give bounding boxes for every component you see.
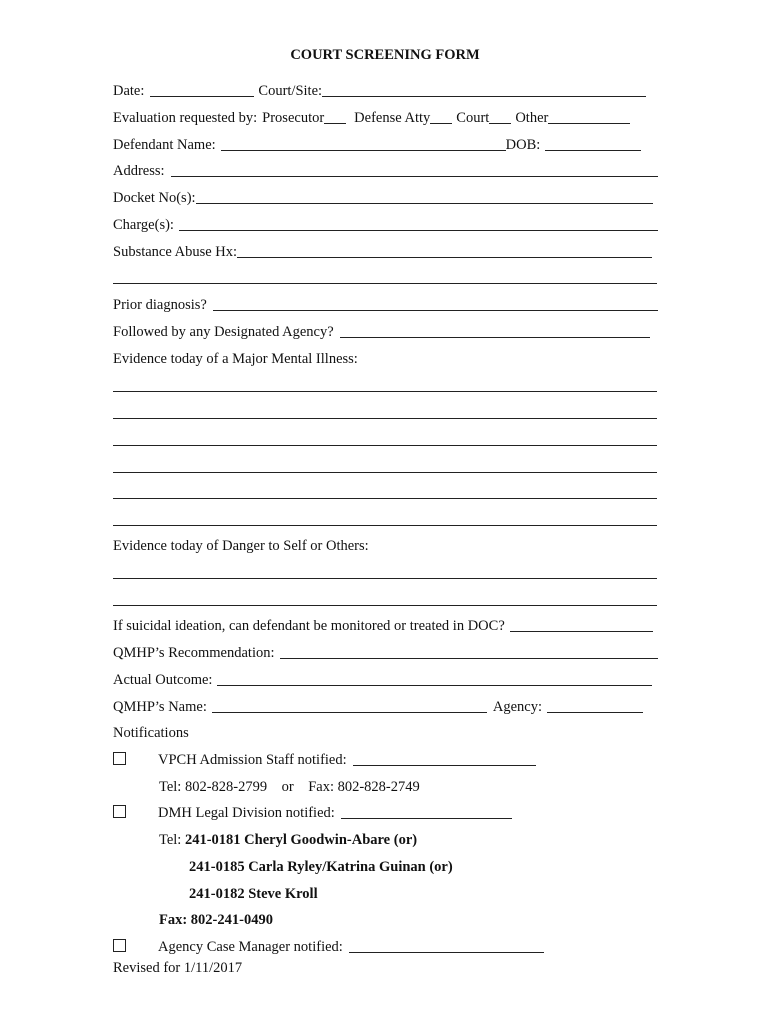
suicidal-ideation-field[interactable] [510, 616, 653, 632]
agency-cm-notified-label: Agency Case Manager notified: [158, 939, 343, 955]
dmh-fax-row [159, 909, 704, 929]
dmh-tel-2: 241-0185 Carla Ryley/Katrina Guinan (or) [189, 859, 453, 875]
danger-row [113, 535, 658, 555]
agency-cm-notified-row [113, 936, 658, 956]
agency-field[interactable] [547, 697, 643, 713]
agency-cm-checkbox[interactable] [113, 939, 126, 952]
substance-abuse-label: Substance Abuse Hx: [113, 244, 238, 260]
designated-agency-row [113, 321, 658, 341]
actual-outcome-label: Actual Outcome: [113, 672, 213, 688]
eval-requested-label: Evaluation requested by: [113, 110, 258, 126]
vpch-checkbox[interactable] [113, 752, 126, 765]
dmh-notified-row [113, 802, 658, 822]
dmh-checkbox[interactable] [113, 805, 126, 818]
agency-cm-notified-field[interactable] [349, 937, 544, 953]
court-site-field[interactable] [322, 81, 646, 97]
dmh-notified-label: DMH Legal Division notified: [158, 805, 335, 821]
defense-atty-label: Defense Atty [354, 110, 431, 126]
address-label: Address: [113, 163, 165, 179]
mental-illness-label: Evidence today of a Major Mental Illness: [113, 351, 358, 367]
other-option-label: Other [515, 110, 549, 126]
dmh-tel-prefix: Tel: [159, 832, 185, 848]
qmhp-name-row [113, 696, 658, 716]
footer-row [113, 957, 658, 977]
danger-line-2[interactable] [113, 605, 657, 606]
notifications-heading-row [113, 722, 658, 742]
mental-illness-line-2[interactable] [113, 418, 657, 419]
dob-label: DOB: [505, 137, 541, 153]
dob-field[interactable] [545, 135, 641, 151]
mental-illness-line-5[interactable] [113, 498, 657, 499]
mental-illness-line-1[interactable] [113, 391, 657, 392]
substance-abuse-continuation-line[interactable] [113, 283, 657, 284]
mental-illness-line-6[interactable] [113, 525, 657, 526]
substance-abuse-field[interactable] [237, 242, 652, 258]
court-site-label: Court/Site: [258, 83, 323, 99]
docket-field[interactable] [196, 188, 653, 204]
defense-atty-field[interactable] [430, 108, 452, 124]
qmhp-recommendation-field[interactable] [280, 643, 658, 659]
date-court-row [113, 80, 658, 100]
dmh-tel-1: 241-0181 Cheryl Goodwin-Abare (or) [184, 832, 418, 848]
charges-row [113, 214, 658, 234]
mental-illness-row [113, 348, 658, 368]
prosecutor-field[interactable] [324, 108, 346, 124]
prior-diagnosis-row [113, 294, 658, 314]
address-field[interactable] [171, 161, 658, 177]
danger-line-1[interactable] [113, 578, 657, 579]
court-option-label: Court [456, 110, 490, 126]
docket-label: Docket No(s): [113, 190, 196, 206]
defendant-name-label: Defendant Name: [113, 137, 216, 153]
dmh-fax: Fax: 802-241-0490 [159, 912, 273, 928]
qmhp-name-field[interactable] [212, 697, 487, 713]
dmh-notified-field[interactable] [341, 803, 512, 819]
charges-field[interactable] [179, 215, 658, 231]
designated-agency-label: Followed by any Designated Agency? [113, 324, 334, 340]
address-row [113, 160, 658, 180]
qmhp-recommendation-label: QMHP’s Recommendation: [113, 645, 275, 661]
date-label: Date: [113, 83, 145, 99]
notifications-heading: Notifications [113, 725, 189, 741]
qmhp-recommendation-row [113, 642, 658, 662]
actual-outcome-field[interactable] [217, 670, 652, 686]
vpch-notified-label: VPCH Admission Staff notified: [158, 752, 347, 768]
defendant-name-field[interactable] [221, 135, 506, 151]
mental-illness-line-3[interactable] [113, 445, 657, 446]
actual-outcome-row [113, 669, 658, 689]
date-field[interactable] [150, 81, 254, 97]
suicidal-ideation-row [113, 615, 658, 635]
revised-date: Revised for 1/11/2017 [113, 960, 243, 976]
prosecutor-label: Prosecutor [262, 110, 325, 126]
form-title: COURT SCREENING FORM [290, 47, 480, 63]
suicidal-ideation-label: If suicidal ideation, can defendant be monitored or treated in DOC? [113, 618, 505, 634]
dmh-tel-3: 241-0182 Steve Kroll [189, 886, 318, 902]
court-option-field[interactable] [489, 108, 511, 124]
designated-agency-field[interactable] [340, 322, 650, 338]
docket-row [113, 187, 658, 207]
evaluation-requested-row [113, 107, 658, 127]
charges-label: Charge(s): [113, 217, 174, 233]
mental-illness-line-4[interactable] [113, 472, 657, 473]
dmh-tel-row-1 [159, 829, 704, 849]
danger-label: Evidence today of Danger to Self or Others: [113, 538, 369, 554]
prior-diagnosis-label: Prior diagnosis? [113, 297, 207, 313]
qmhp-name-label: QMHP’s Name: [113, 699, 207, 715]
dmh-tel-row-3 [189, 883, 734, 903]
defendant-row [113, 134, 658, 154]
vpch-contact: Tel: 802-828-2799 or Fax: 802-828-2749 [159, 779, 420, 795]
agency-label: Agency: [492, 699, 542, 715]
substance-abuse-row [113, 241, 658, 261]
dmh-tel-row-2 [189, 856, 734, 876]
vpch-notified-field[interactable] [353, 750, 536, 766]
vpch-notified-row [113, 749, 658, 769]
prior-diagnosis-field[interactable] [213, 295, 658, 311]
other-option-field[interactable] [548, 108, 630, 124]
vpch-contact-row [159, 776, 704, 796]
